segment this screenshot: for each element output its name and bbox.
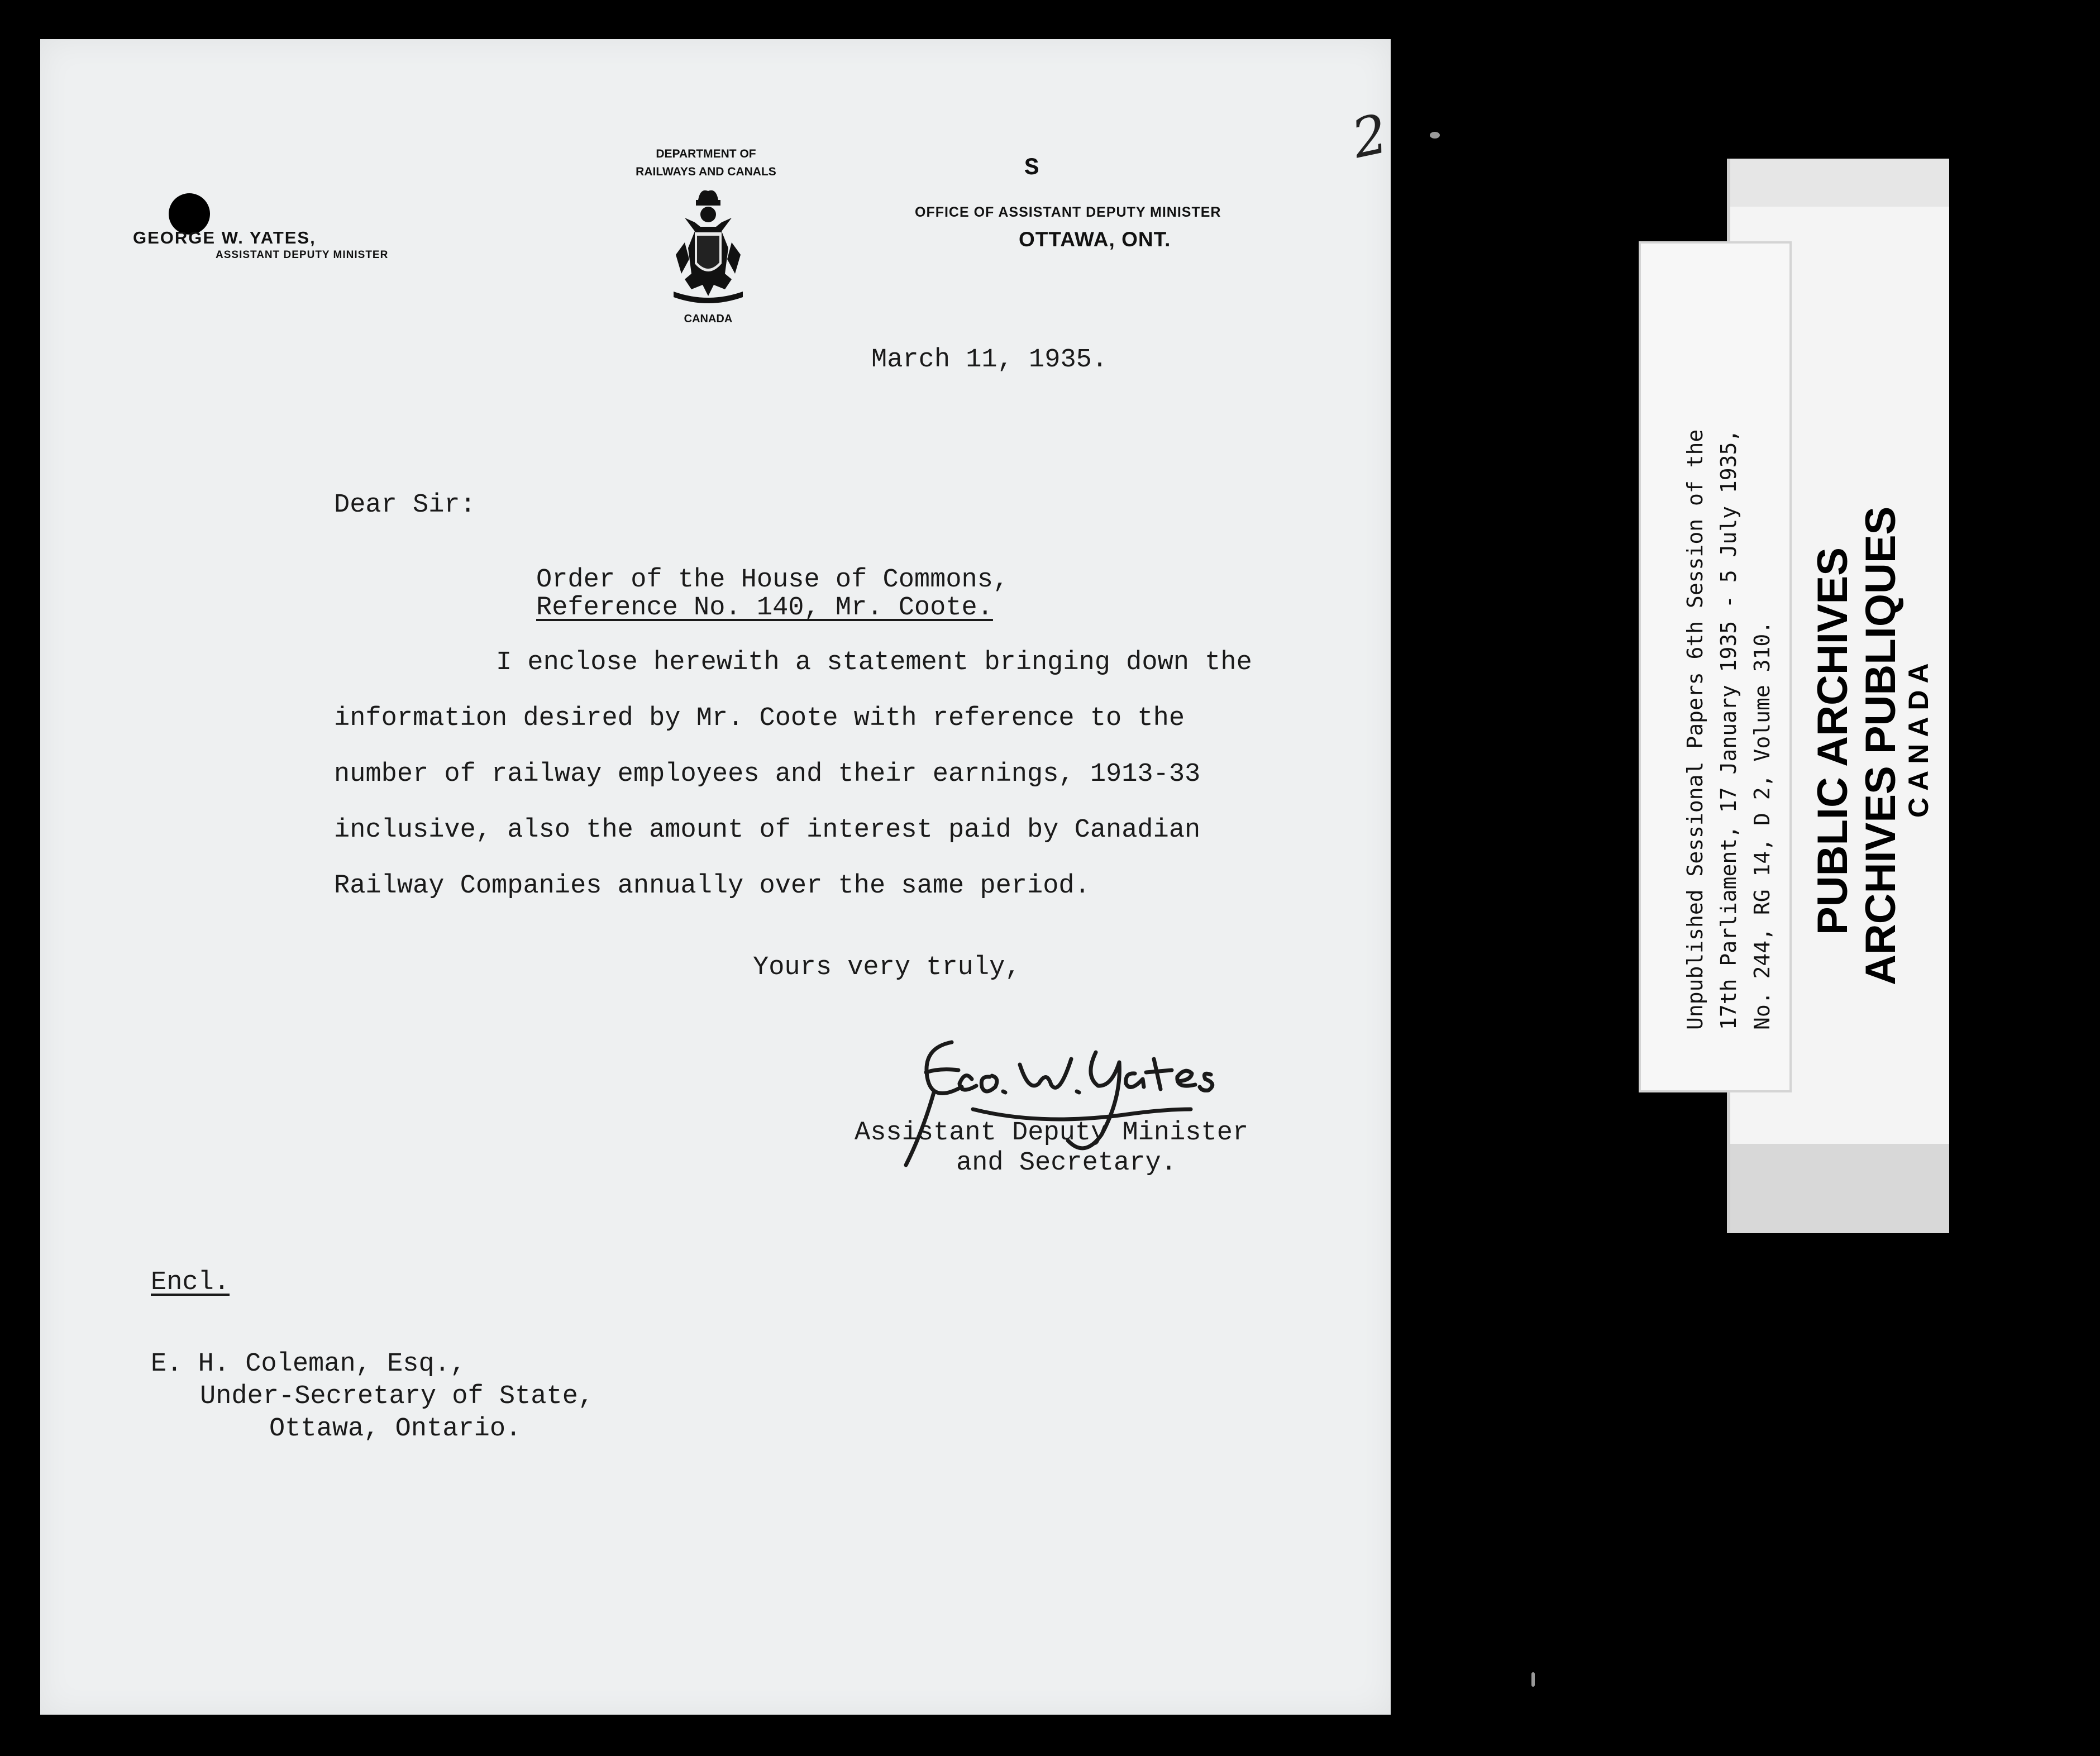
- salutation: Dear Sir:: [334, 490, 476, 520]
- department-line-1: DEPARTMENT OF: [656, 147, 756, 160]
- enclosure-note: Encl.: [151, 1268, 230, 1297]
- letterhead-name: GEORGE W. YATES,: [133, 228, 316, 247]
- archive-reference-line: 17th Parliament, 17 January 1935 - 5 July 1935,: [1716, 429, 1741, 1030]
- body-line: number of railway employees and their earnings, 1913-33: [334, 760, 1201, 789]
- body-line: inclusive, also the amount of interest paid by Canadian: [334, 815, 1201, 845]
- page-number: 2: [1347, 102, 1393, 171]
- recipient-line-3: Ottawa, Ontario.: [269, 1414, 522, 1444]
- coat-of-arms-icon: [669, 185, 747, 308]
- body-line: I enclose herewith a statement bringing down the: [496, 648, 1252, 677]
- office-city: OTTAWA, ONT.: [1019, 228, 1171, 251]
- subject-line-1: Order of the House of Commons,: [536, 565, 1009, 595]
- dust-speck: [1430, 132, 1440, 139]
- subject-line-2: Reference No. 140, Mr. Coote.: [536, 593, 993, 623]
- archive-line-3: CANADA: [1903, 656, 1934, 818]
- closing: Yours very truly,: [753, 953, 1021, 982]
- dust-speck: [1531, 1672, 1535, 1687]
- signer-title-line-2: and Secretary.: [956, 1148, 1177, 1178]
- body-line: Railway Companies annually over the same period.: [334, 871, 1090, 901]
- letter-page: [40, 39, 1391, 1715]
- archive-line-1: PUBLIC ARCHIVES: [1809, 547, 1856, 935]
- body-line: information desired by Mr. Coote with reference to the: [334, 704, 1185, 733]
- office-line: OFFICE OF ASSISTANT DEPUTY MINISTER: [915, 204, 1221, 220]
- recipient-line-1: E. H. Coleman, Esq.,: [151, 1349, 466, 1379]
- archive-line-2: ARCHIVES PUBLIQUES: [1857, 506, 1905, 985]
- label-stripe: [1730, 1144, 1949, 1233]
- archive-reference-line: No. 244, RG 14, D 2, Volume 310.: [1750, 621, 1774, 1030]
- crest-caption: CANADA: [684, 313, 733, 325]
- label-tape: [1730, 159, 1949, 207]
- recipient-line-2: Under-Secretary of State,: [200, 1382, 594, 1411]
- letter-date: March 11, 1935.: [871, 345, 1108, 375]
- letterhead-name-title: ASSISTANT DEPUTY MINISTER: [216, 249, 389, 261]
- archive-reference-line: Unpublished Sessional Papers 6th Session of the: [1683, 429, 1707, 1030]
- office-mark: S: [1024, 154, 1039, 182]
- signer-title-line-1: Assistant Deputy Minister: [855, 1118, 1249, 1148]
- department-line-2: RAILWAYS AND CANALS: [636, 165, 776, 178]
- archive-reference-slip: [1639, 241, 1792, 1092]
